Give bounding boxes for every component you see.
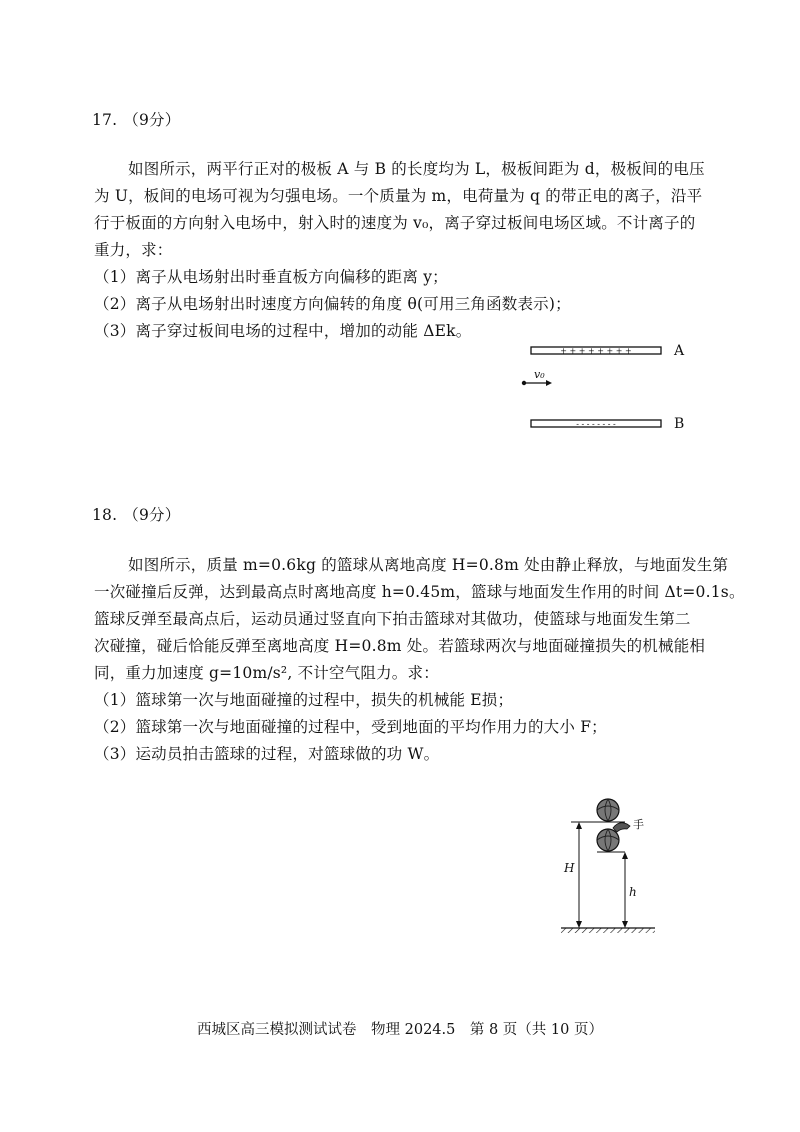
q17-line-4: 重力，求：	[94, 241, 173, 259]
q18-header	[92, 505, 180, 525]
q17-line-2: 为 U，板间的电场可视为匀强电场。一个质量为 m，电荷量为 q 的带正电的离子，沿平	[94, 187, 703, 205]
q17-sub-2: （2）离子从电场射出时速度方向偏转的角度 θ(可用三角函数表示)；	[94, 295, 571, 313]
q18-line-2: 一次碰撞后反弹，达到最高点时离地高度 h=0.45m，篮球与地面发生作用的时间 Δt=0.1s。	[94, 583, 745, 601]
velocity-arrowhead	[546, 380, 552, 386]
q18-score: （9分）	[123, 506, 181, 524]
h-label: h	[629, 885, 637, 899]
velocity-label: v₀	[534, 368, 545, 381]
plate-a-signs: + + + + + + + +	[560, 346, 632, 356]
hand-icon	[613, 823, 630, 832]
plate-b-signs: - - - - - - - -	[576, 419, 616, 429]
q18-line-1: 如图所示，质量 m=0.6kg 的篮球从离地高度 H=0.8m 处由静止释放，与地面发生第	[128, 556, 729, 574]
q18-sub-2: （2）篮球第一次与地面碰撞的过程中，受到地面的平均作用力的大小 F；	[94, 718, 607, 736]
ground-hatch	[561, 928, 655, 933]
ion-dot	[522, 381, 526, 385]
q17-sub-3: （3）离子穿过板间电场的过程中，增加的动能 ΔEk。	[94, 322, 472, 340]
q17-header	[92, 110, 180, 130]
q18-number: 18.	[92, 506, 118, 524]
q17-figure	[510, 335, 710, 445]
q18-line-5: 同，重力加速度 g=10m/s², 不计空气阻力。求：	[94, 664, 439, 682]
basketball-top-icon	[597, 799, 619, 821]
H-arrow-bottom	[576, 921, 582, 928]
basketball-bottom-icon	[597, 829, 619, 851]
q18-sub-3: （3）运动员拍击篮球的过程，对篮球做的功 W。	[94, 745, 440, 763]
q17-line-3: 行于板面的方向射入电场中，射入时的速度为 v₀，离子穿过板间电场区域。不计离子的	[94, 214, 696, 232]
q18-line-4: 次碰撞，碰后恰能反弹至离地高度 H=0.8m 处。若篮球两次与地面碰撞损失的机械能相	[94, 637, 706, 655]
hand-label: 手	[633, 818, 644, 831]
q18-line-3: 篮球反弹至最高点后，运动员通过竖直向下拍击篮球对其做功，使篮球与地面发生第二	[94, 610, 691, 628]
q17-score: （9分）	[123, 111, 181, 129]
q17-line-1: 如图所示，两平行正对的极板 A 与 B 的长度均为 L，极板间距为 d，极板间的电压	[128, 160, 705, 178]
H-arrow-top	[576, 822, 582, 829]
h-arrow-top	[622, 852, 628, 859]
q18-figure	[555, 790, 665, 940]
plate-b-label: B	[674, 416, 685, 432]
q17-sub-1: （1）离子从电场射出时垂直板方向偏移的距离 y；	[94, 268, 448, 286]
q18-sub-1: （1）篮球第一次与地面碰撞的过程中，损失的机械能 E损；	[94, 691, 514, 709]
q17-number: 17.	[92, 111, 118, 129]
plate-a-label: A	[674, 343, 685, 359]
page-footer: 西城区高三模拟测试试卷 物理 2024.5 第 8 页（共 10 页）	[197, 1022, 603, 1038]
h-arrow-bottom	[622, 921, 628, 928]
H-label: H	[564, 861, 575, 875]
